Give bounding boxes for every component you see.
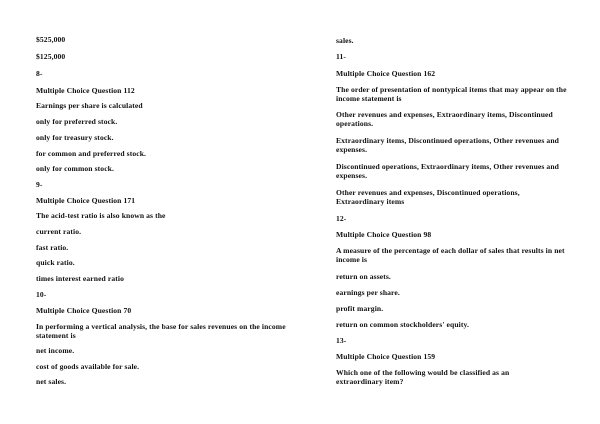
answer-option: net income. xyxy=(36,346,75,355)
question-number: 13- xyxy=(336,336,347,345)
question-title: Multiple Choice Question 162 xyxy=(336,69,436,78)
question-number: 10- xyxy=(36,290,47,299)
answer-option: $525,000 xyxy=(36,35,66,44)
answer-option: sales. xyxy=(336,36,354,45)
question-prompt: Earnings per share is calculated xyxy=(36,101,143,110)
question-prompt: A measure of the percentage of each dollar of sales that results in net income is xyxy=(336,246,565,264)
answer-option: $125,000 xyxy=(36,52,66,61)
question-title: Multiple Choice Question 70 xyxy=(36,306,132,315)
answer-option: Extraordinary items, Discontinued operations, Other revenues and expenses. xyxy=(336,136,559,154)
answer-option: net sales. xyxy=(36,377,67,386)
question-prompt: The acid-test ratio is also known as the xyxy=(36,211,166,220)
answer-option: times interest earned ratio xyxy=(36,274,124,283)
answer-option: only for common stock. xyxy=(36,164,114,173)
question-title: Multiple Choice Question 171 xyxy=(36,196,136,205)
answer-option: for common and preferred stock. xyxy=(36,149,147,158)
question-prompt: The order of presentation of nontypical items that may appear on the income statement is xyxy=(336,85,567,103)
question-title: Multiple Choice Question 98 xyxy=(336,230,432,239)
answer-option: return on common stockholders' equity. xyxy=(336,320,469,329)
answer-option: only for treasury stock. xyxy=(36,133,114,142)
answer-option: Discontinued operations, Extraordinary items, Other revenues and expenses. xyxy=(336,162,559,180)
answer-option: profit margin. xyxy=(336,304,384,313)
answer-option: only for preferred stock. xyxy=(36,117,118,126)
question-prompt: In performing a vertical analysis, the base for sales revenues on the income statement is xyxy=(36,322,286,340)
answer-option: cost of goods available for sale. xyxy=(36,362,140,371)
question-number: 11- xyxy=(336,52,347,61)
answer-option: return on assets. xyxy=(336,272,391,281)
answer-option: earnings per share. xyxy=(336,288,400,297)
question-title: Multiple Choice Question 159 xyxy=(336,352,436,361)
question-number: 8- xyxy=(36,69,43,78)
answer-option: Other revenues and expenses, Extraordinary items, Discontinued operations. xyxy=(336,110,553,128)
answer-option: fast ratio. xyxy=(36,243,69,252)
answer-option: Other revenues and expenses, Discontinued operations, Extraordinary items xyxy=(336,188,520,206)
question-title: Multiple Choice Question 112 xyxy=(36,86,135,95)
answer-option: quick ratio. xyxy=(36,258,75,267)
question-number: 9- xyxy=(36,180,43,189)
question-prompt: Which one of the following would be classified as an extraordinary item? xyxy=(336,368,510,386)
answer-option: current ratio. xyxy=(36,227,82,236)
question-number: 12- xyxy=(336,214,347,223)
